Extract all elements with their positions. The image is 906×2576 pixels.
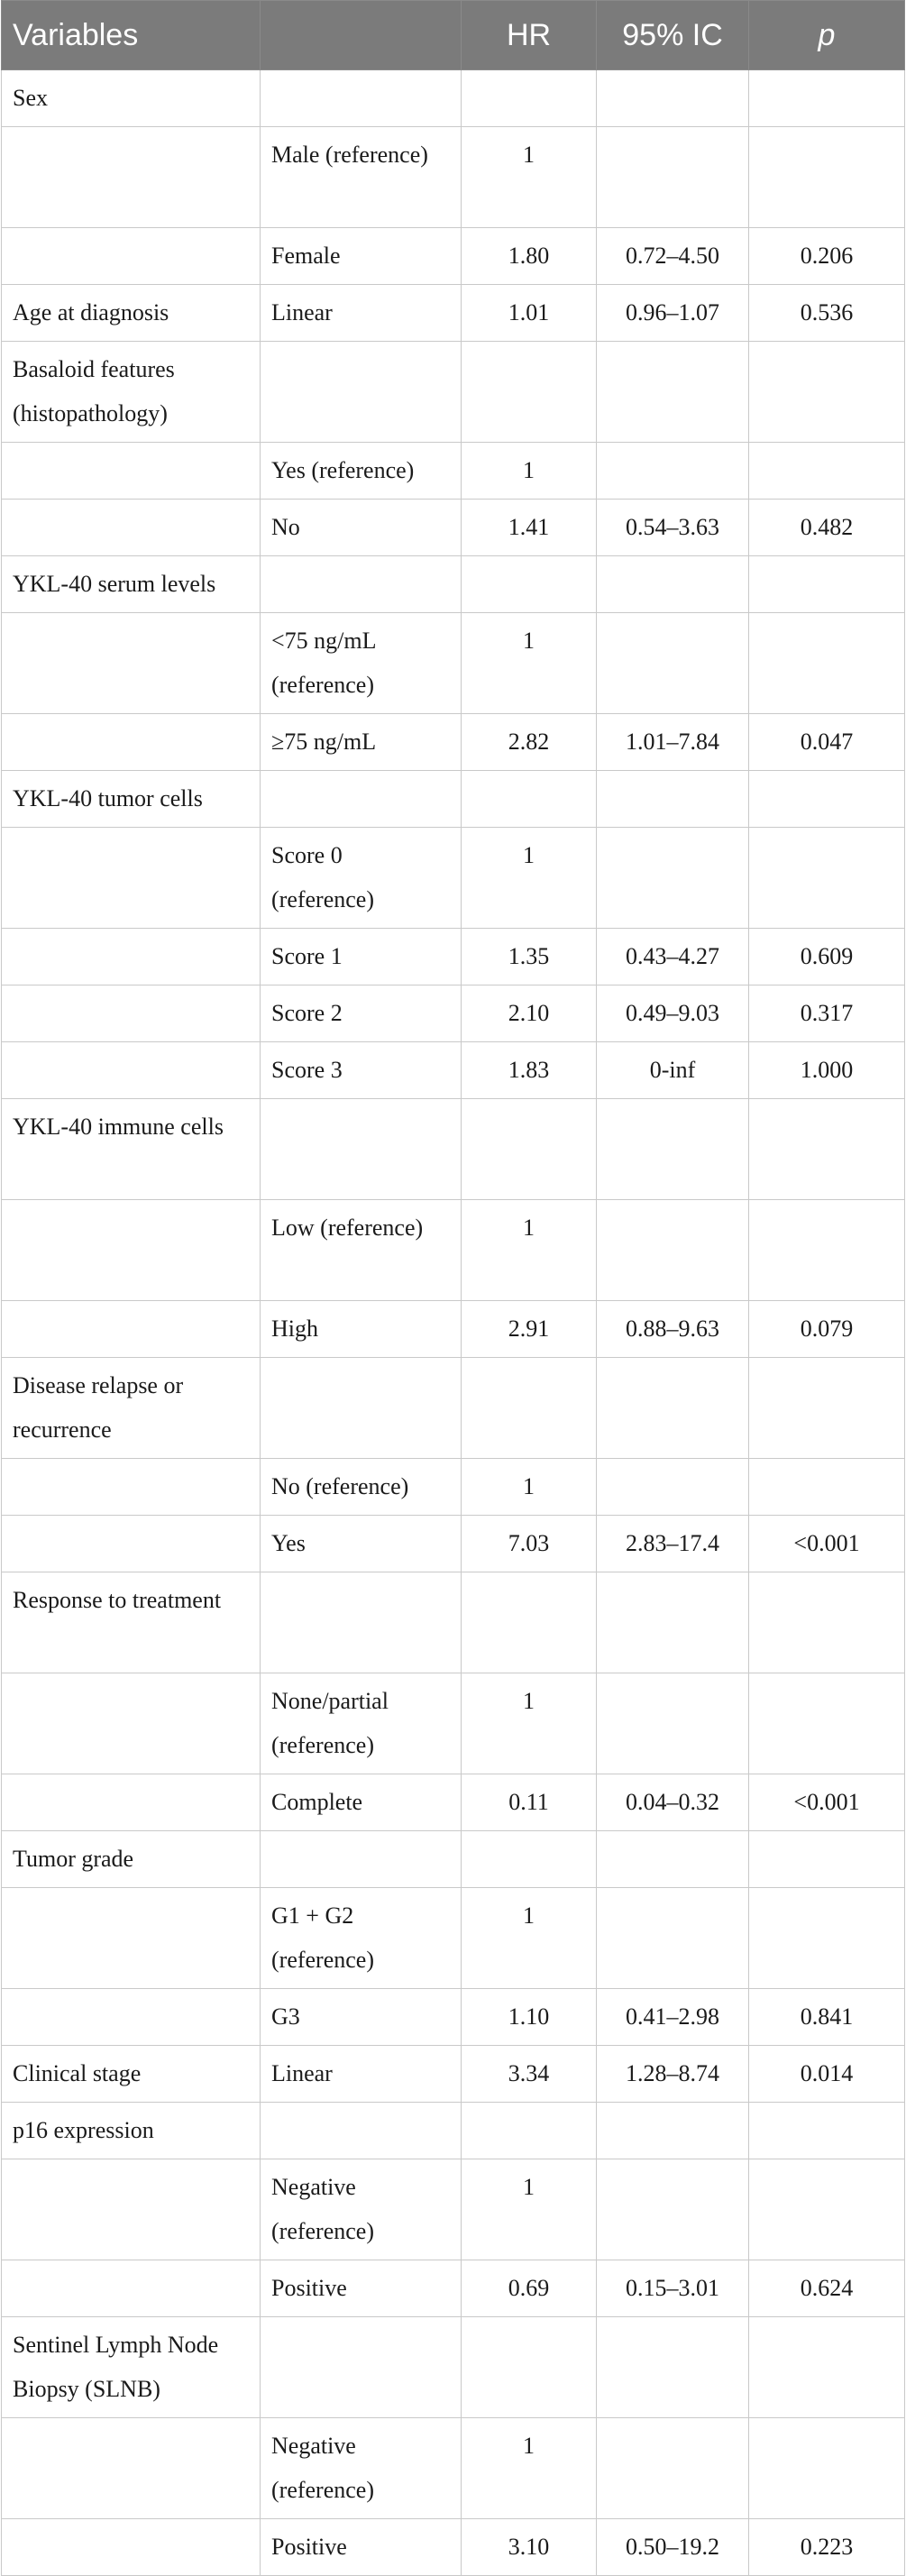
header-ci: 95% IC — [597, 1, 749, 70]
cell-p-value: 0.482 — [749, 500, 905, 556]
header-p-value: p — [749, 1, 905, 70]
cell-ci — [597, 2418, 749, 2519]
cell-category: Complete — [261, 1774, 462, 1831]
table-row — [2, 828, 905, 929]
cell-category — [261, 1358, 462, 1459]
table-row — [2, 1099, 905, 1200]
table-row — [2, 556, 905, 613]
table-row — [2, 714, 905, 771]
cell-category: Male (reference) — [261, 127, 462, 228]
table-row — [2, 2103, 905, 2159]
cell-ci — [597, 1888, 749, 1989]
table-row — [2, 1042, 905, 1099]
cell-ci: 0.72–4.50 — [597, 228, 749, 285]
cell-p-value — [749, 771, 905, 828]
cell-ci: 0.54–3.63 — [597, 500, 749, 556]
cell-p-value — [749, 613, 905, 714]
header-category — [261, 1, 462, 70]
cell-p-value: 0.223 — [749, 2519, 905, 2576]
cell-category: Linear — [261, 285, 462, 342]
cell-variable — [2, 613, 261, 714]
cell-ci — [597, 556, 749, 613]
table-row — [2, 2046, 905, 2103]
cell-hr — [462, 70, 597, 127]
cell-variable: Age at diagnosis — [2, 285, 261, 342]
table-row — [2, 1774, 905, 1831]
table-header — [2, 1, 905, 70]
cell-ci — [597, 771, 749, 828]
cell-ci — [597, 1572, 749, 1673]
cell-ci: 1.01–7.84 — [597, 714, 749, 771]
cell-variable — [2, 1673, 261, 1774]
cell-category: <75 ng/mL (reference) — [261, 613, 462, 714]
cell-p-value: 0.079 — [749, 1301, 905, 1358]
cell-hr — [462, 342, 597, 443]
cell-ci — [597, 2159, 749, 2260]
cell-p-value: 1.000 — [749, 1042, 905, 1099]
cell-p-value: 0.014 — [749, 2046, 905, 2103]
hazard-ratio-table — [1, 0, 905, 2576]
cell-variable — [2, 1301, 261, 1358]
table-row — [2, 2317, 905, 2418]
cell-hr: 2.10 — [462, 985, 597, 1042]
table-row — [2, 1989, 905, 2046]
cell-category: Score 2 — [261, 985, 462, 1042]
cell-hr — [462, 2317, 597, 2418]
cell-hr: 1 — [462, 127, 597, 228]
cell-hr — [462, 1572, 597, 1673]
cell-variable: Sentinel Lymph Node Biopsy (SLNB) — [2, 2317, 261, 2418]
table-row — [2, 127, 905, 228]
cell-hr: 1 — [462, 828, 597, 929]
cell-category: Yes — [261, 1516, 462, 1572]
table-row — [2, 1673, 905, 1774]
cell-variable: YKL-40 serum levels — [2, 556, 261, 613]
cell-p-value — [749, 1831, 905, 1888]
cell-p-value: 0.047 — [749, 714, 905, 771]
cell-p-value — [749, 1459, 905, 1516]
cell-p-value: 0.206 — [749, 228, 905, 285]
cell-ci: 0.04–0.32 — [597, 1774, 749, 1831]
table-row — [2, 228, 905, 285]
cell-variable — [2, 2418, 261, 2519]
table-row — [2, 2260, 905, 2317]
table-row — [2, 500, 905, 556]
cell-category: Female — [261, 228, 462, 285]
cell-category: Positive — [261, 2519, 462, 2576]
cell-category: High — [261, 1301, 462, 1358]
table-body — [2, 70, 905, 2576]
cell-hr — [462, 1099, 597, 1200]
table-row — [2, 1301, 905, 1358]
cell-p-value — [749, 1673, 905, 1774]
cell-ci — [597, 2103, 749, 2159]
cell-p-value — [749, 1888, 905, 1989]
cell-category — [261, 1831, 462, 1888]
cell-p-value — [749, 1358, 905, 1459]
table-row — [2, 1200, 905, 1301]
cell-variable — [2, 2519, 261, 2576]
cell-ci: 2.83–17.4 — [597, 1516, 749, 1572]
cell-p-value: 0.624 — [749, 2260, 905, 2317]
cell-p-value — [749, 127, 905, 228]
cell-variable — [2, 714, 261, 771]
cell-hr: 7.03 — [462, 1516, 597, 1572]
cell-category — [261, 1572, 462, 1673]
cell-p-value — [749, 2317, 905, 2418]
cell-ci: 0.15–3.01 — [597, 2260, 749, 2317]
cell-hr: 1 — [462, 2418, 597, 2519]
cell-hr — [462, 556, 597, 613]
cell-category — [261, 556, 462, 613]
cell-ci: 1.28–8.74 — [597, 2046, 749, 2103]
cell-p-value — [749, 443, 905, 500]
cell-p-value — [749, 828, 905, 929]
cell-variable — [2, 1200, 261, 1301]
cell-category: Score 0 (reference) — [261, 828, 462, 929]
cell-variable: p16 expression — [2, 2103, 261, 2159]
cell-category — [261, 2317, 462, 2418]
cell-category — [261, 2103, 462, 2159]
cell-variable: YKL-40 immune cells — [2, 1099, 261, 1200]
table-row — [2, 285, 905, 342]
cell-p-value: 0.609 — [749, 929, 905, 985]
cell-variable: Sex — [2, 70, 261, 127]
cell-category: Yes (reference) — [261, 443, 462, 500]
cell-ci: 0.88–9.63 — [597, 1301, 749, 1358]
cell-hr: 3.10 — [462, 2519, 597, 2576]
cell-category: Linear — [261, 2046, 462, 2103]
cell-ci — [597, 1200, 749, 1301]
cell-ci: 0.49–9.03 — [597, 985, 749, 1042]
cell-category: None/partial (reference) — [261, 1673, 462, 1774]
cell-ci — [597, 70, 749, 127]
cell-category: Negative (reference) — [261, 2159, 462, 2260]
cell-hr: 1.01 — [462, 285, 597, 342]
cell-hr: 1.35 — [462, 929, 597, 985]
cell-hr: 3.34 — [462, 2046, 597, 2103]
cell-hr: 2.91 — [462, 1301, 597, 1358]
table-row — [2, 613, 905, 714]
cell-ci: 0.96–1.07 — [597, 285, 749, 342]
cell-variable — [2, 828, 261, 929]
table-row — [2, 2418, 905, 2519]
cell-category: No (reference) — [261, 1459, 462, 1516]
cell-p-value — [749, 1200, 905, 1301]
cell-p-value — [749, 1099, 905, 1200]
cell-variable — [2, 2159, 261, 2260]
cell-category: G3 — [261, 1989, 462, 2046]
cell-variable: Disease relapse or recurrence — [2, 1358, 261, 1459]
cell-category: Score 3 — [261, 1042, 462, 1099]
cell-hr: 1.80 — [462, 228, 597, 285]
cell-p-value — [749, 2159, 905, 2260]
cell-variable — [2, 228, 261, 285]
table-row — [2, 2159, 905, 2260]
cell-ci: 0-inf — [597, 1042, 749, 1099]
cell-p-value: 0.317 — [749, 985, 905, 1042]
cell-category: Negative (reference) — [261, 2418, 462, 2519]
cell-p-value: 0.841 — [749, 1989, 905, 2046]
cell-ci — [597, 1358, 749, 1459]
cell-variable — [2, 985, 261, 1042]
cell-ci — [597, 2317, 749, 2418]
cell-category — [261, 342, 462, 443]
header-variables: Variables — [2, 1, 261, 70]
table-row — [2, 1358, 905, 1459]
cell-hr — [462, 2103, 597, 2159]
cell-ci — [597, 1099, 749, 1200]
cell-variable — [2, 127, 261, 228]
table-row — [2, 443, 905, 500]
cell-p-value — [749, 342, 905, 443]
cell-category: Positive — [261, 2260, 462, 2317]
table-row — [2, 985, 905, 1042]
cell-ci: 0.50–19.2 — [597, 2519, 749, 2576]
cell-p-value — [749, 1572, 905, 1673]
cell-ci — [597, 342, 749, 443]
cell-p-value: <0.001 — [749, 1516, 905, 1572]
cell-hr: 2.82 — [462, 714, 597, 771]
cell-ci — [597, 613, 749, 714]
cell-ci — [597, 1459, 749, 1516]
cell-p-value: 0.536 — [749, 285, 905, 342]
cell-ci — [597, 1831, 749, 1888]
cell-category: Low (reference) — [261, 1200, 462, 1301]
table-row — [2, 1572, 905, 1673]
cell-hr: 1.10 — [462, 1989, 597, 2046]
cell-category — [261, 70, 462, 127]
cell-variable — [2, 443, 261, 500]
cell-variable — [2, 500, 261, 556]
cell-p-value — [749, 70, 905, 127]
table-row — [2, 1888, 905, 1989]
table-row — [2, 1831, 905, 1888]
cell-p-value — [749, 556, 905, 613]
cell-hr: 0.11 — [462, 1774, 597, 1831]
cell-hr: 1.83 — [462, 1042, 597, 1099]
cell-ci — [597, 127, 749, 228]
cell-hr — [462, 771, 597, 828]
cell-variable: YKL-40 tumor cells — [2, 771, 261, 828]
cell-hr — [462, 1358, 597, 1459]
cell-variable — [2, 2260, 261, 2317]
table-row — [2, 771, 905, 828]
cell-variable — [2, 929, 261, 985]
table-row — [2, 929, 905, 985]
cell-variable — [2, 1989, 261, 2046]
cell-variable: Basaloid features (histopathology) — [2, 342, 261, 443]
cell-hr: 1 — [462, 1200, 597, 1301]
cell-category — [261, 1099, 462, 1200]
table-row — [2, 2519, 905, 2576]
cell-category — [261, 771, 462, 828]
cell-hr: 0.69 — [462, 2260, 597, 2317]
cell-ci — [597, 828, 749, 929]
cell-hr: 1 — [462, 613, 597, 714]
cell-variable — [2, 1774, 261, 1831]
cell-hr: 1 — [462, 443, 597, 500]
cell-hr — [462, 1831, 597, 1888]
header-row — [2, 1, 905, 70]
cell-category: G1 + G2 (reference) — [261, 1888, 462, 1989]
cell-variable: Clinical stage — [2, 2046, 261, 2103]
cell-ci — [597, 1673, 749, 1774]
table-row — [2, 342, 905, 443]
cell-ci: 0.43–4.27 — [597, 929, 749, 985]
cell-variable — [2, 1888, 261, 1989]
table-row — [2, 1516, 905, 1572]
cell-p-value — [749, 2418, 905, 2519]
cell-hr: 1 — [462, 1888, 597, 1989]
cell-variable: Tumor grade — [2, 1831, 261, 1888]
cell-p-value — [749, 2103, 905, 2159]
cell-variable — [2, 1042, 261, 1099]
cell-category: No — [261, 500, 462, 556]
cell-p-value: <0.001 — [749, 1774, 905, 1831]
cell-hr: 1 — [462, 1459, 597, 1516]
cell-ci — [597, 443, 749, 500]
cell-hr: 1.41 — [462, 500, 597, 556]
cell-variable — [2, 1459, 261, 1516]
cell-hr: 1 — [462, 1673, 597, 1774]
cell-ci: 0.41–2.98 — [597, 1989, 749, 2046]
table-row — [2, 70, 905, 127]
header-hr: HR — [462, 1, 597, 70]
cell-variable: Response to treatment — [2, 1572, 261, 1673]
cell-category: ≥75 ng/mL — [261, 714, 462, 771]
cell-variable — [2, 1516, 261, 1572]
cell-hr: 1 — [462, 2159, 597, 2260]
table-row — [2, 1459, 905, 1516]
cell-category: Score 1 — [261, 929, 462, 985]
